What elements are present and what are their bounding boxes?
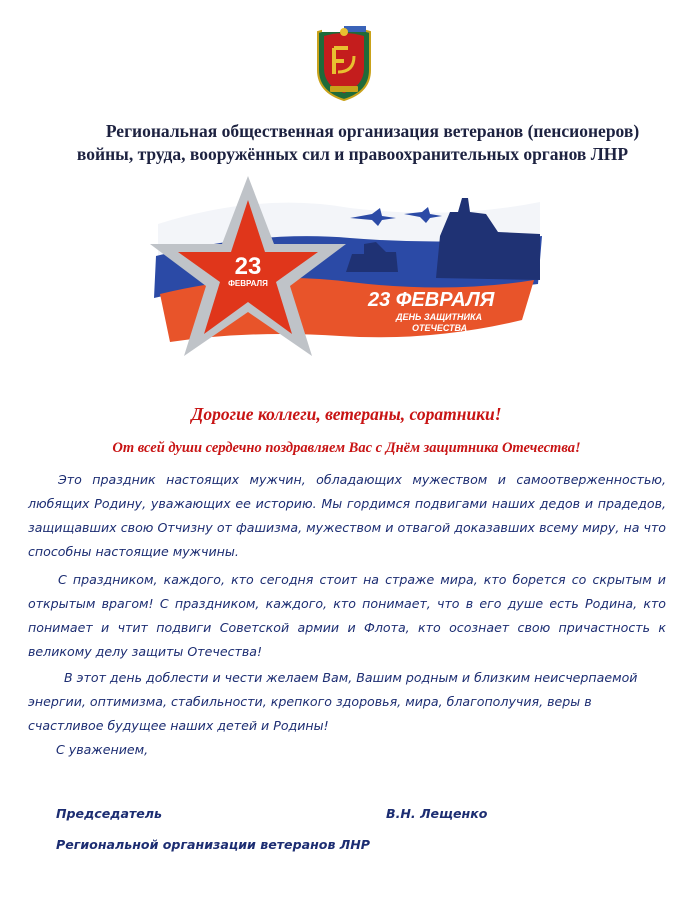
organization-title bbox=[0, 120, 693, 166]
letter-paragraph-1: Это праздник настоящих мужчин, обладающих мужеством и самоотверженностью, любящих Родину, уважающих ее историю. Мы гордимся подвигами наших дедов и прадедов, защищавших свою Отчизну от фашизма, мужеством и отвагой доказавших всему миру, на что способны настоящие мужчины. bbox=[28, 472, 666, 559]
signature-organization: Региональной организации ветеранов ЛНР bbox=[56, 837, 371, 852]
banner-subtitle-1: ДЕНЬ ЗАЩИТНИКА bbox=[396, 312, 483, 322]
star-month: ФЕВРАЛЯ bbox=[228, 279, 268, 288]
organization-title-line-2: войны, труда, вооружённых сил и правоохранительных органов ЛНР bbox=[76, 144, 629, 164]
letter-paragraph-3: В этот день доблести и чести желаем Вам, Вашим родным и близким неисчерпаемой энергии, оптимизма, стабильности, крепкого здоровья, мира, благополучия, веры в счастливое будущее наших детей и Родины! bbox=[28, 670, 638, 733]
letter-paragraph-2: С праздником, каждого, кто сегодня стоит на страже мира, кто борется со скрытым и открытым врагом! С праздником, каждого, кто понимает, что в его душе есть Родина, кто понимает и чтит подвиги Советской армии и Флота, кто осознает свою причастность к великому делу защиты Отечества! bbox=[28, 572, 666, 659]
star-number: 23 bbox=[234, 253, 262, 280]
signature-title: Председатель bbox=[56, 806, 162, 821]
letter-greeting: Дорогие коллеги, ветераны, соратники! bbox=[191, 404, 502, 424]
banner-subtitle-2: ОТЕЧЕСТВА bbox=[412, 323, 468, 333]
letter-closing: С уважением, bbox=[56, 742, 149, 757]
organization-emblem-icon bbox=[312, 22, 376, 102]
letter-congratulation: От всей души сердечно поздравляем Вас с Днём защитника Отечества! bbox=[112, 440, 581, 456]
signature-name: В.Н. Лещенко bbox=[386, 806, 488, 821]
banner-headline: 23 ФЕВРАЛЯ bbox=[368, 289, 495, 311]
defender-day-banner bbox=[150, 172, 542, 362]
organization-title-line-1: Региональная общественная организация ветеранов (пенсионеров) bbox=[105, 121, 640, 141]
